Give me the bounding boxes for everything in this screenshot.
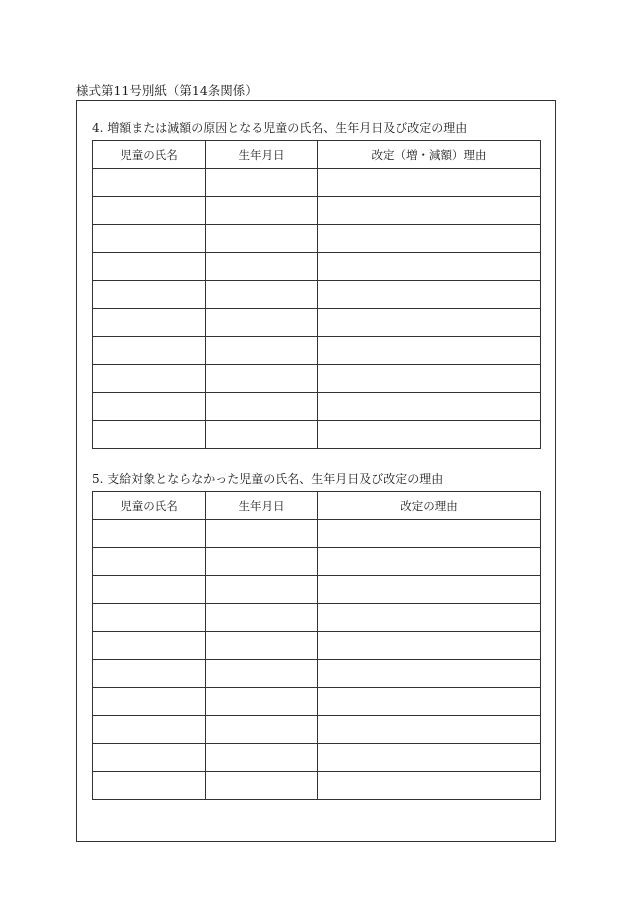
table-row [93,365,541,393]
birthdate-cell[interactable] [206,688,318,716]
child-name-cell[interactable] [93,660,206,688]
reason-cell[interactable] [318,421,541,449]
birthdate-cell[interactable] [206,393,318,421]
reason-cell[interactable] [318,632,541,660]
table-row [93,169,541,197]
form-title: 様式第11号別紙（第14条関係） [76,83,258,98]
table-row [93,576,541,604]
birthdate-cell[interactable] [206,716,318,744]
column-header-reason: 改定（増・減額）理由 [318,141,541,169]
column-header-birthdate: 生年月日 [206,492,318,520]
birthdate-cell[interactable] [206,520,318,548]
section-4-table [92,140,541,449]
birthdate-cell[interactable] [206,225,318,253]
reason-cell[interactable] [318,169,541,197]
section-5-table [92,491,541,800]
child-name-cell[interactable] [93,197,206,225]
child-name-cell[interactable] [93,309,206,337]
table-row [93,772,541,800]
table-header-row [93,141,541,169]
table-row [93,604,541,632]
reason-cell[interactable] [318,548,541,576]
reason-cell[interactable] [318,716,541,744]
birthdate-cell[interactable] [206,169,318,197]
table-row [93,225,541,253]
child-name-cell[interactable] [93,253,206,281]
reason-cell[interactable] [318,225,541,253]
reason-cell[interactable] [318,744,541,772]
table-row [93,688,541,716]
child-name-cell[interactable] [93,281,206,309]
reason-cell[interactable] [318,688,541,716]
reason-cell[interactable] [318,660,541,688]
reason-cell[interactable] [318,365,541,393]
child-name-cell[interactable] [93,365,206,393]
child-name-cell[interactable] [93,716,206,744]
table-row [93,393,541,421]
child-name-cell[interactable] [93,604,206,632]
child-name-cell[interactable] [93,772,206,800]
child-name-cell[interactable] [93,688,206,716]
birthdate-cell[interactable] [206,281,318,309]
reason-cell[interactable] [318,604,541,632]
table-header-row [93,492,541,520]
child-name-cell[interactable] [93,421,206,449]
table-row [93,421,541,449]
reason-cell[interactable] [318,576,541,604]
table-row [93,253,541,281]
reason-cell[interactable] [318,772,541,800]
child-name-cell[interactable] [93,337,206,365]
birthdate-cell[interactable] [206,548,318,576]
child-name-cell[interactable] [93,576,206,604]
column-header-birthdate: 生年月日 [206,141,318,169]
section-5-heading: 5. 支給対象とならなかった児童の氏名、生年月日及び改定の理由 [92,472,444,486]
reason-cell[interactable] [318,520,541,548]
column-header-reason: 改定の理由 [318,492,541,520]
birthdate-cell[interactable] [206,309,318,337]
child-name-cell[interactable] [93,393,206,421]
table-row [93,197,541,225]
table-row [93,632,541,660]
child-name-cell[interactable] [93,744,206,772]
birthdate-cell[interactable] [206,604,318,632]
birthdate-cell[interactable] [206,337,318,365]
table-row [93,309,541,337]
table-row [93,744,541,772]
reason-cell[interactable] [318,197,541,225]
birthdate-cell[interactable] [206,772,318,800]
column-header-child-name: 児童の氏名 [93,492,206,520]
child-name-cell[interactable] [93,632,206,660]
birthdate-cell[interactable] [206,365,318,393]
reason-cell[interactable] [318,281,541,309]
table-row [93,337,541,365]
table-row [93,716,541,744]
child-name-cell[interactable] [93,169,206,197]
child-name-cell[interactable] [93,225,206,253]
table-row [93,548,541,576]
table-row [93,660,541,688]
reason-cell[interactable] [318,253,541,281]
reason-cell[interactable] [318,309,541,337]
section-4-heading: 4. 増額または減額の原因となる児童の氏名、生年月日及び改定の理由 [92,121,468,135]
table-row [93,520,541,548]
birthdate-cell[interactable] [206,197,318,225]
reason-cell[interactable] [318,337,541,365]
birthdate-cell[interactable] [206,421,318,449]
child-name-cell[interactable] [93,548,206,576]
table-row [93,281,541,309]
birthdate-cell[interactable] [206,744,318,772]
column-header-child-name: 児童の氏名 [93,141,206,169]
birthdate-cell[interactable] [206,253,318,281]
child-name-cell[interactable] [93,520,206,548]
reason-cell[interactable] [318,393,541,421]
birthdate-cell[interactable] [206,576,318,604]
birthdate-cell[interactable] [206,632,318,660]
birthdate-cell[interactable] [206,660,318,688]
